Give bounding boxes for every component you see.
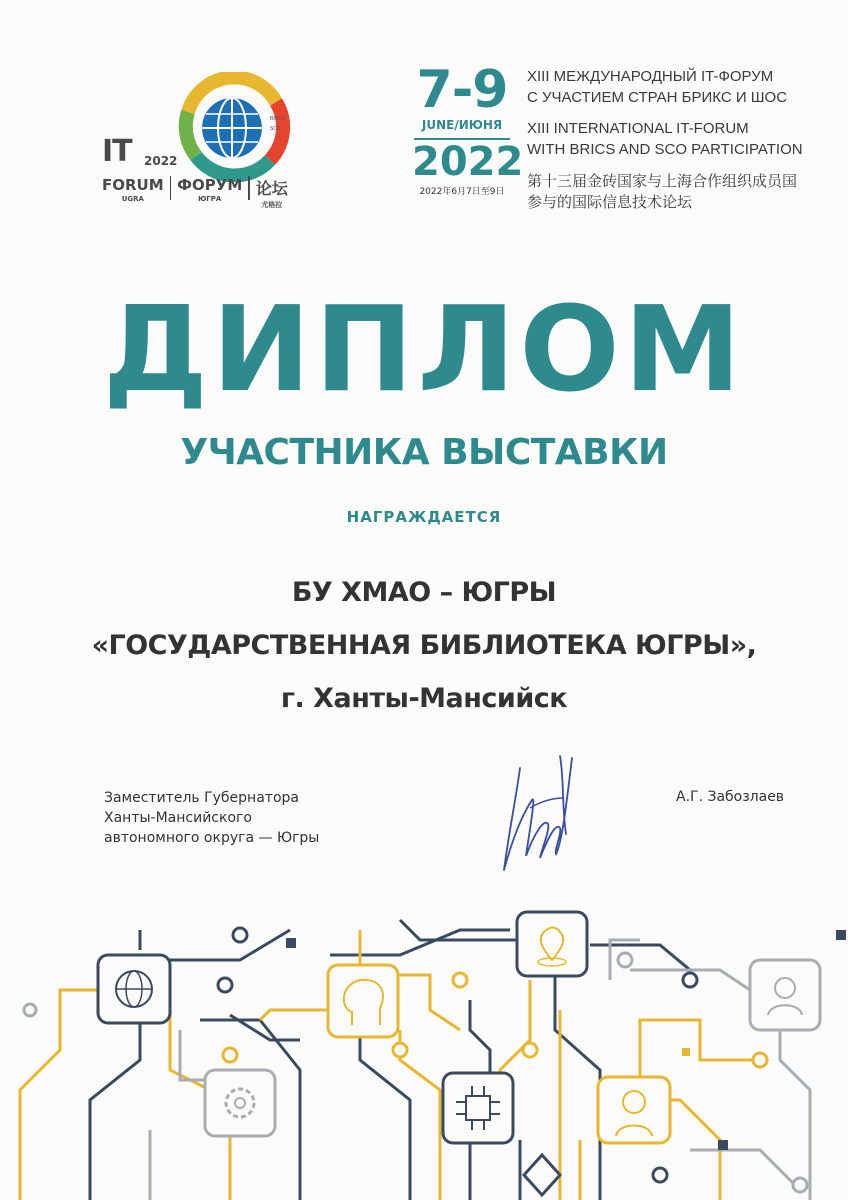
- chip-icon: [443, 1073, 513, 1143]
- logo-ugra-zh: 尤格拉: [261, 201, 283, 209]
- forum-title-zh-line1: 第十三届金砖国家与上海合作组织成员国: [527, 173, 798, 190]
- gear-icon: [205, 1070, 275, 1136]
- ring-label-brics: BRICS: [270, 116, 286, 122]
- event-month: JUNE/ИЮНЯ: [421, 118, 503, 132]
- location-pin-icon: [517, 912, 587, 976]
- signer-name: А.Г. Забозлаев: [676, 789, 785, 805]
- logo-forum-en: FORUM: [102, 176, 164, 194]
- signer-position-line1: Заместитель Губернатора: [104, 790, 299, 806]
- forum-title-en-line2: WITH BRICS AND SCO PARTICIPATION: [527, 141, 803, 158]
- awarded-label: НАГРАЖДАЕТСЯ: [346, 508, 502, 526]
- recipient-line3: г. Ханты-Мансийск: [280, 683, 568, 714]
- logo-forum-ru: ФОРУМ: [177, 176, 243, 194]
- recipient-line1: БУ ХМАО – ЮГРЫ: [291, 577, 557, 608]
- logo-wordmark-row: [102, 176, 288, 210]
- event-year: 2022: [412, 139, 524, 185]
- diploma-subtitle: УЧАСТНИКА ВЫСТАВКИ: [180, 432, 668, 473]
- logo-it-text: IT: [102, 134, 132, 169]
- circuit-decoration: [0, 900, 848, 1200]
- logo-ugra-en: UGRA: [121, 195, 144, 203]
- user-profile-icon: [750, 960, 820, 1030]
- logo-separator: [170, 176, 172, 200]
- signer-position-line3: автономного округа — Югры: [104, 830, 320, 846]
- diploma-title: ДИПЛОМ: [102, 280, 746, 418]
- ring-label-sco: SCO: [270, 126, 281, 132]
- forum-title-ru: [527, 66, 787, 108]
- forum-title-ru-line1: XIII МЕЖДУНАРОДНЫЙ IT-ФОРУМ: [527, 68, 774, 85]
- event-dates: [412, 60, 524, 197]
- forum-title-en: [527, 118, 803, 160]
- event-date-zh: 2022年6月7日至9日: [419, 187, 505, 197]
- logo-forum-zh: 论坛: [255, 179, 288, 198]
- logo-year: 2022: [144, 154, 178, 168]
- code-person-icon: [598, 1077, 670, 1143]
- forum-title-en-line1: XIII INTERNATIONAL IT-FORUM: [527, 120, 749, 137]
- forum-title-zh-line2: 参与的国际信息技术论坛: [527, 194, 693, 211]
- handwritten-signature: [490, 738, 590, 882]
- signer-position: [104, 788, 319, 848]
- logo-separator: [248, 176, 250, 200]
- forum-logo: [100, 72, 310, 212]
- signer-position-line2: Ханты-Мансийского: [104, 810, 252, 826]
- forum-title-ru-line2: С УЧАСТИЕМ СТРАН БРИКС И ШОС: [527, 89, 788, 106]
- recipient-line2: «ГОСУДАРСТВЕННАЯ БИБЛИОТЕКА ЮГРЫ»,: [91, 630, 757, 661]
- diamond-icon: [524, 1155, 560, 1195]
- ai-head-icon: [328, 965, 398, 1037]
- logo-ugra-ru: ЮГРА: [198, 195, 222, 203]
- forum-title-zh: [527, 171, 797, 213]
- globe-icon: [98, 955, 170, 1023]
- event-days: 7-9: [416, 60, 508, 120]
